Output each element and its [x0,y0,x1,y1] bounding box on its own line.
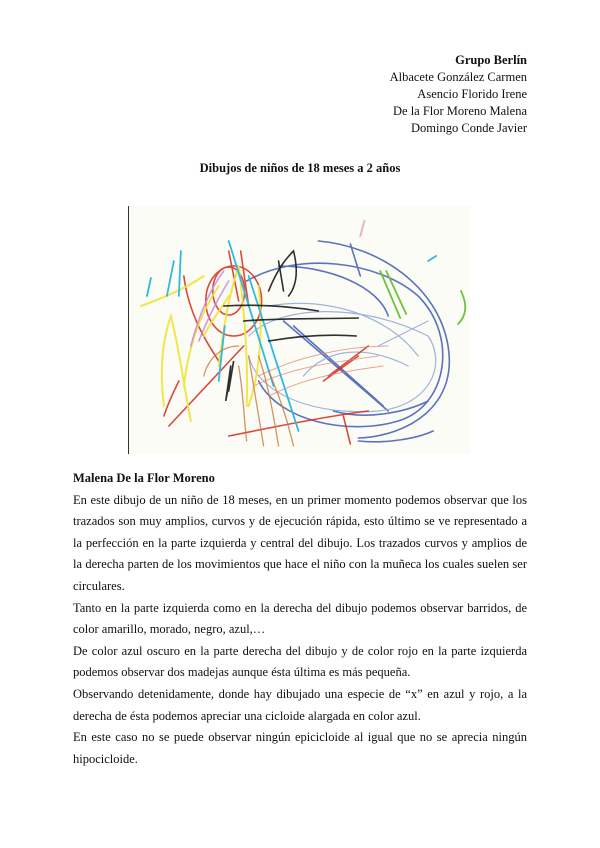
paragraph: En este dibujo de un niño de 18 meses, en un primer momento podemos observar que los trazados son muy amplios, curvos y de ejecución rápida, esto último se ve representado a la perfección en la parte izquierda y central del dibujo. Los trazados curvos y amplios de la derecha parten de los movimientos que hace el niño con la muñeca los cuales suelen ser circulares. [73,492,527,593]
author-name: Albacete González Carmen [389,70,527,84]
section-heading: Malena De la Flor Moreno [73,471,215,485]
paragraph: De color azul oscuro en la parte derecha del dibujo y de color rojo en la parte izquierda podemos observar dos madejas aunque ésta última es más pequeña. [73,643,527,680]
scribble-drawing [129,206,470,454]
group-name: Grupo Berlín [455,53,527,67]
author-name: De la Flor Moreno Malena [393,104,527,118]
child-drawing-image [128,206,470,454]
section-body [73,468,527,770]
paragraph: Tanto en la parte izquierda como en la derecha del dibujo podemos observar barridos, de color amarillo, morado, negro, azul,… [73,600,527,637]
paragraph: En este caso no se puede observar ningún epicicloide al igual que no se aprecia ningún hipocicloide. [73,730,527,766]
author-name: Asencio Florido Irene [417,87,527,101]
document-title: Dibujos de niños de 18 meses a 2 años [199,161,401,175]
author-block [390,52,527,137]
author-name: Domingo Conde Javier [411,121,527,135]
paragraph: Observando detenidamente, donde hay dibujado una especie de “x” en azul y rojo, a la derecha de ésta podemos apreciar una cicloide alargada en color azul. [73,686,527,723]
